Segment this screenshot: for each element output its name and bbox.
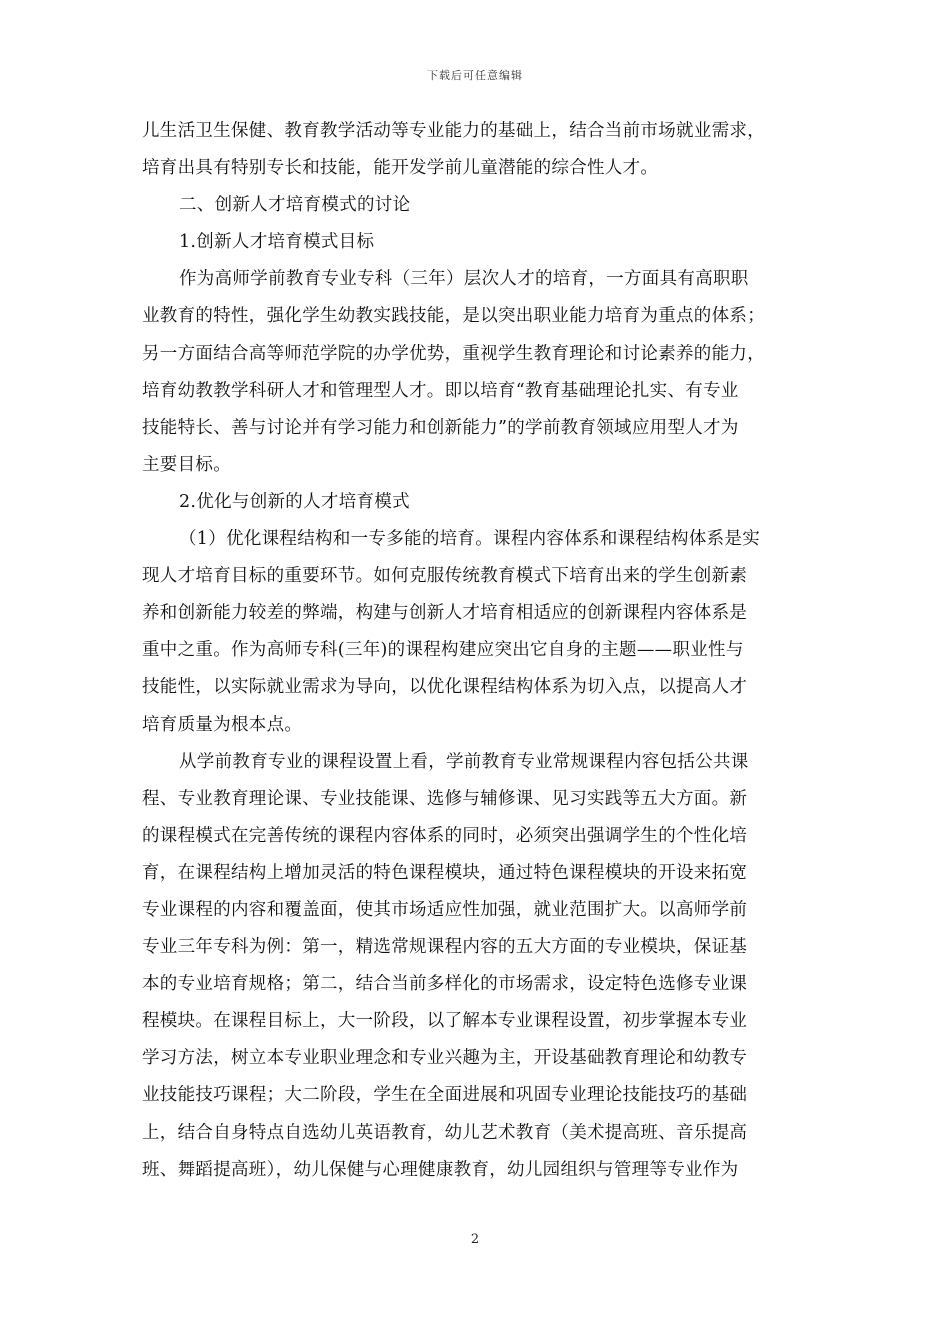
text-line: 1.创新人才培育模式目标 — [179, 232, 375, 253]
text-line: 作为高师学前教育专业专科（三年）层次人才的培育，一方面具有高职职 — [179, 269, 749, 290]
text-line: 现人才培育目标的重要环节。如何克服传统教育模式下培育出来的学生创新素 — [142, 566, 748, 587]
page-number: 2 — [470, 1232, 480, 1247]
text-line: 培育出具有特别专长和技能，能开发学前儿童潜能的综合性人才。 — [142, 158, 659, 179]
text-line: 育，在课程结构上增加灵活的特色课程模块，通过特色课程模块的开设来拓宽 — [142, 862, 748, 883]
text-line: 专业课程的内容和覆盖面，使其市场适应性加强，就业范围扩大。以高师学前 — [142, 899, 748, 920]
text-line: 儿生活卫生保健、教育教学活动等专业能力的基础上，结合当前市场就业需求， — [142, 121, 765, 141]
text-line: 学习方法，树立本专业职业理念和专业兴趣为主，开设基础教育理论和幼教专 — [142, 1048, 748, 1069]
text-line: 培育幼教教学科研人才和管理型人才。即以培育“教育基础理论扎实、有专业 — [142, 380, 739, 401]
text-line: 技能特长、善与讨论并有学习能力和创新能力”的学前教育领域应用型人才为 — [142, 417, 739, 438]
page-header: 下载后可任意编辑 — [427, 69, 523, 82]
text-line: 上，结合自身特点自选幼儿英语教育，幼儿艺术教育（美术提高班、音乐提高 — [142, 1122, 748, 1143]
text-line: 养和创新能力较差的弊端，构建与创新人才培育相适应的创新课程内容体系是 — [142, 603, 748, 624]
text-line: 主要目标。 — [142, 454, 231, 475]
text-line: 程、专业教育理论课、专业技能课、选修与辅修课、见习实践等五大方面。新 — [142, 788, 748, 809]
text-line: 二、创新人才培育模式的讨论 — [179, 195, 411, 216]
document-body — [142, 113, 810, 1189]
text-line: （1）优化课程结构和一专多能的培育。课程内容体系和课程结构体系是实 — [179, 529, 761, 550]
text-line: 重中之重。作为高师专科(三年)的课程构建应突出它自身的主题——职业性与 — [142, 640, 744, 661]
text-line: 专业三年专科为例：第一，精选常规课程内容的五大方面的专业模块，保证基 — [142, 937, 748, 958]
text-line: 从学前教育专业的课程设置上看，学前教育专业常规课程内容包括公共课 — [179, 751, 749, 772]
text-line: 的课程模式在完善传统的课程内容体系的同时，必须突出强调学生的个性化培 — [142, 825, 748, 846]
text-line: 程模块。在课程目标上，大一阶段，以了解本专业课程设置，初步掌握本专业 — [142, 1011, 748, 1032]
text-line: 业技能技巧课程；大二阶段，学生在全面进展和巩固专业理论技能技巧的基础 — [142, 1085, 748, 1106]
text-line: 本的专业培育规格；第二，结合当前多样化的市场需求，设定特色选修专业课 — [142, 974, 748, 995]
text-line: 培育质量为根本点。 — [142, 714, 303, 735]
text-line: 业教育的特性，强化学生幼教实践技能，是以突出职业能力培育为重点的体系； — [142, 306, 765, 327]
text-line: 技能性，以实际就业需求为导向，以优化课程结构体系为切入点，以提高人才 — [142, 677, 748, 698]
text-line: 班、舞蹈提高班），幼儿保健与心理健康教育，幼儿园组织与管理等专业作为 — [142, 1159, 739, 1180]
text-line: 另一方面结合高等师范学院的办学优势，重视学生教育理论和讨论素养的能力， — [142, 343, 765, 364]
text-line: 2.优化与创新的人才培育模式 — [179, 491, 410, 512]
